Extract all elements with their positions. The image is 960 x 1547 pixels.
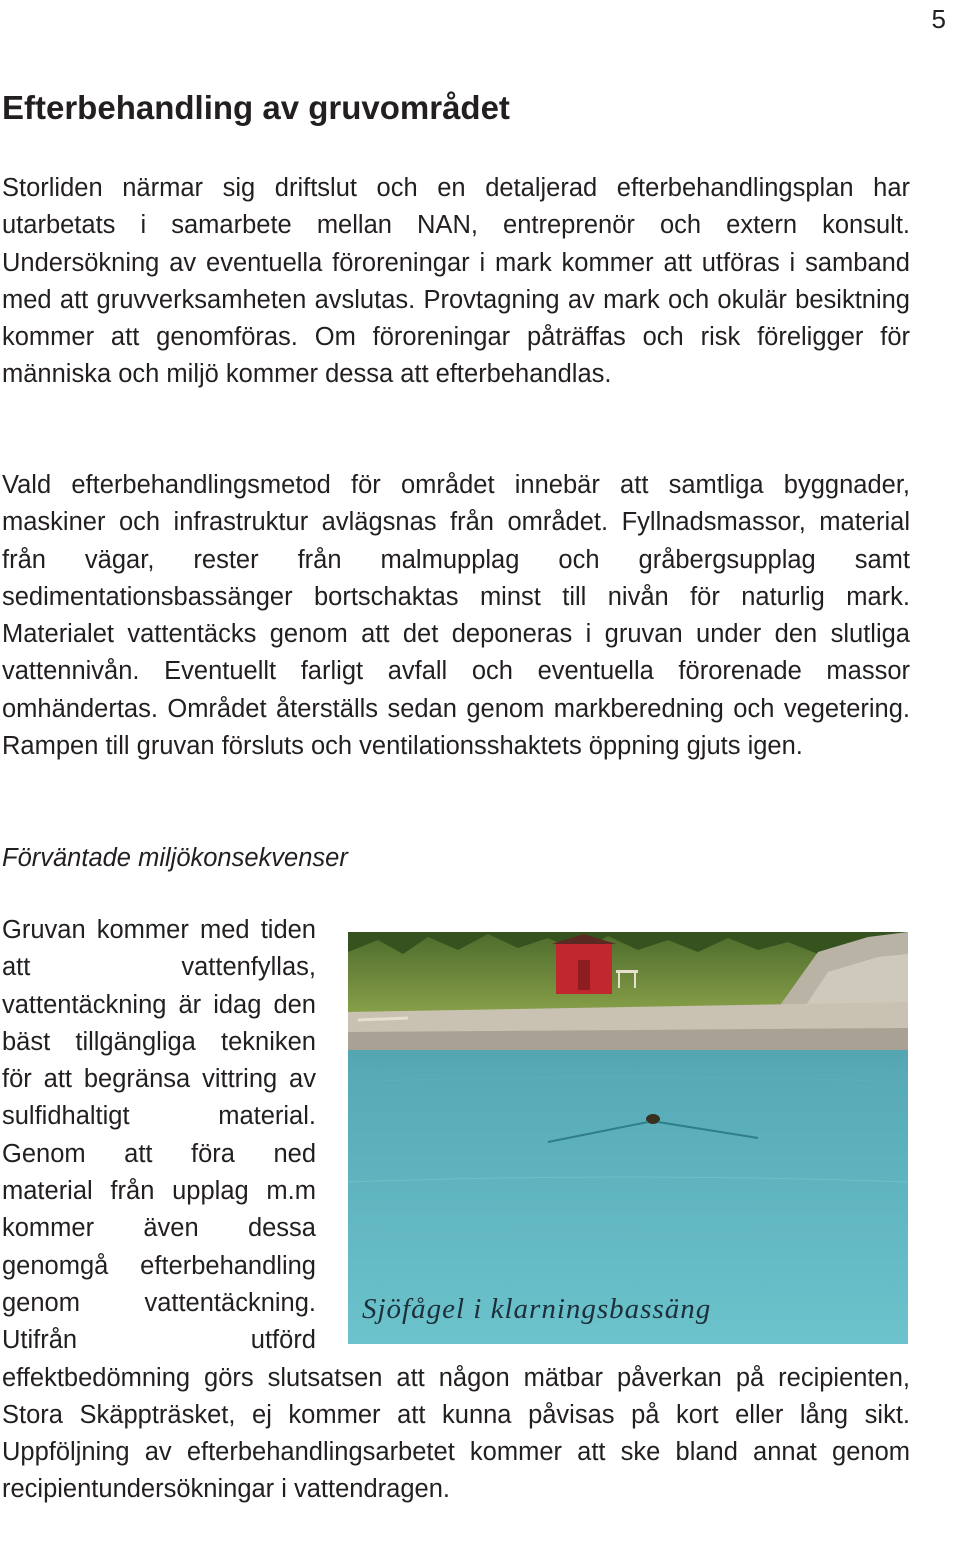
photo-caption: Sjöfågel i klarningsbassäng: [362, 1292, 712, 1325]
paragraph-intro: Storliden närmar sig driftslut och en detaljerad efterbehandlingsplan har utarbetats i samarbete mellan NAN, entreprenör och extern konsult. Undersökning av eventuella föroreningar i mark kommer att utföras i samband med att gruvverksamheten avslutas. Provtagning av mark och okulär besiktning kommer att genomföras. Om föroreningar påträffas och risk föreligger för människa och miljö kommer dessa att efterbehandlas.: [2, 174, 910, 389]
pond-photo-image: [348, 932, 908, 1344]
page-number: 5: [931, 4, 946, 34]
paragraph-method: Vald efterbehandlingsmetod för området innebär att samtliga byggnader, maskiner och infrastruktur avlägsnas från området. Fyllnadsmassor, material från vägar, rester från malmupplag och gråbergsupplag samt sedimentationsbassänger bortschaktas minst till nivån för naturlig mark. Materialet vattentäcks genom att det deponeras i gruvan under den slutliga vattennivån. Eventuellt farligt avfall och eventuella förorenade massor omhändertas. Området återställs sedan genom markberedning och vegetering. Rampen till gruvan försluts och ventilationsshaktets öppning gjuts igen.: [2, 471, 910, 761]
section-subheading: Förväntade miljökonsekvenser: [2, 844, 348, 872]
pond-photo: [348, 932, 908, 1344]
page-heading: Efterbehandling av gruvområdet: [2, 89, 510, 126]
paragraph-consequences-text: Gruvan kommer med tiden att vattenfyllas, vattentäckning är idag den bäst tillgängliga tekniken för att begränsa vittring av sulfidhaltigt material. Genom att föra ned material från upplag m.m kommer även dessa genomgå efterbehandling genom vattentäckning. Utifrån utförd effektbedömning görs slutsatsen att någon mätbar påverkan på recipienten, Stora Skäppträsket, ej kommer att kunna påvisas på kort eller lång sikt. Uppföljning av efterbehandlingsarbetet kommer att ske bland annat genom recipientundersökningar i vattendragen.: [2, 916, 910, 1504]
paragraph-consequences: [2, 912, 910, 1509]
